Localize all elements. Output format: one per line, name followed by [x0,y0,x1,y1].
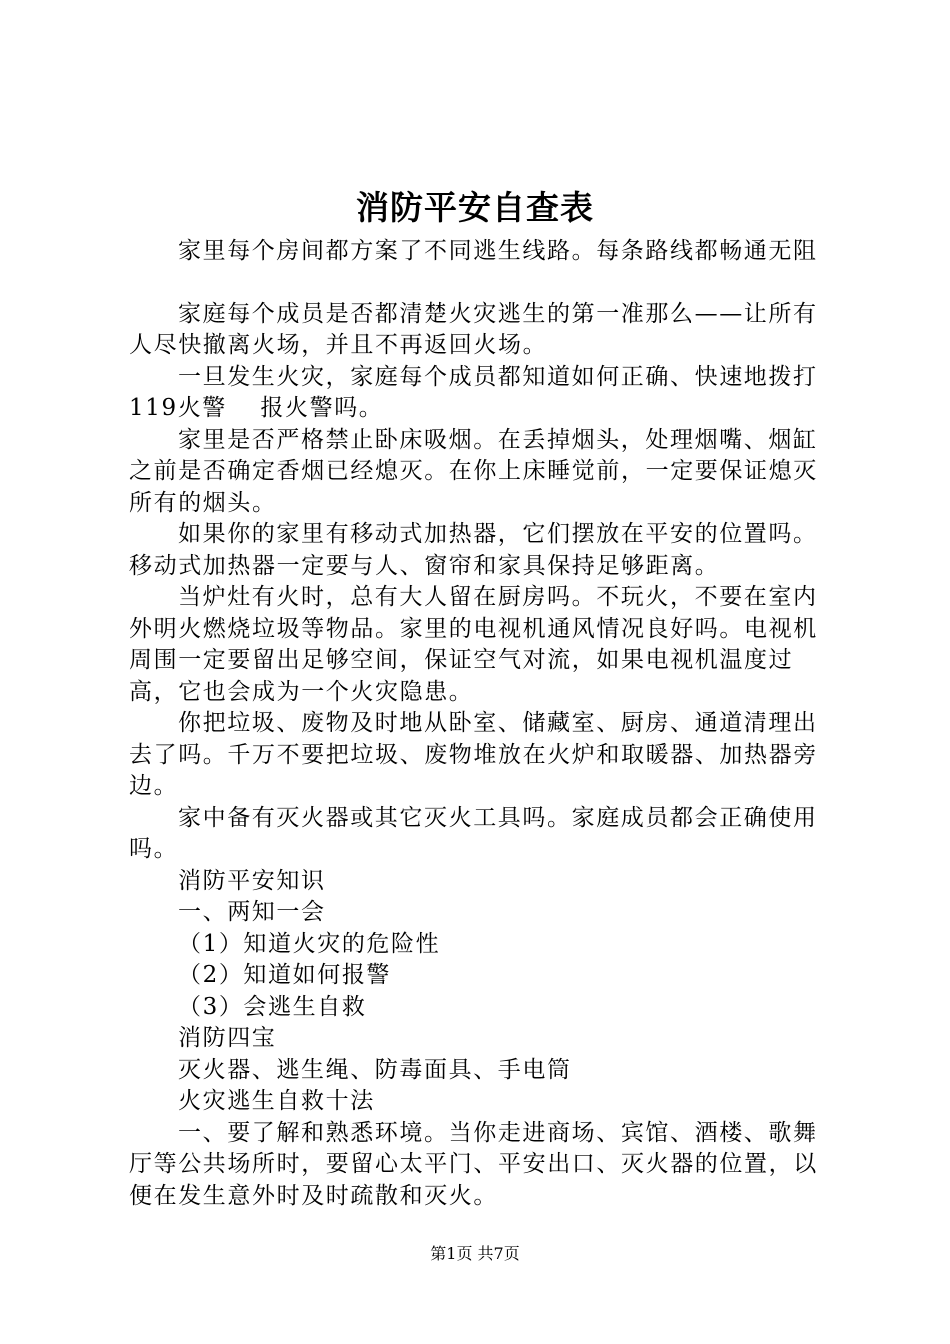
paragraph-clear-rubbish: 你把垃圾、废物及时地从卧室、储藏室、厨房、通道清理出去了吗。千万不要把垃圾、废物堆放在火炉和取暖器、加热器旁边。 [129,710,818,799]
paragraph-extinguisher: 家中备有灭火器或其它灭火工具吗。家庭成员都会正确使用吗。 [129,804,818,862]
heading-ten-escape-methods: 火灾逃生自救十法 [178,1088,375,1114]
paragraph-know-environment: 一、要了解和熟悉环境。当你走进商场、宾馆、酒楼、歌舞厅等公共场所时，要留心太平门、平安出口、灭火器的位置，以便在发生意外时及时疏散和灭火。 [129,1119,818,1209]
heading-four-treasures: 消防四宝 [178,1025,277,1051]
paragraph-portable-heaters: 如果你的家里有移动式加热器，它们摆放在平安的位置吗。移动式加热器一定要与人、窗帘和家具保持足够距离。 [129,521,818,579]
document-title: 消防平安自查表 [356,188,594,227]
heading-fire-safety-knowledge: 消防平安知识 [178,867,326,894]
paragraph-escape-rule: 家庭每个成员是否都清楚火灾逃生的第一准那么——让所有人尽快撤离火场，并且不再返回火场。 [129,300,818,358]
list-item: （1）知道火灾的危险性 [178,930,441,957]
paragraph-stove-and-tv: 当炉灶有火时，总有大人留在厨房吗。不玩火，不要在室内外明火燃烧垃圾等物品。家里的电视机通风情况良好吗。电视机周围一定要留出足够空间，保证空气对流，如果电视机温度过高，它也会成为一个火灾隐患。 [129,584,818,705]
heading-two-knows-one-can: 一、两知一会 [178,899,326,925]
paragraph-no-smoking-in-bed: 家里是否严格禁止卧床吸烟。在丢掉烟头，处理烟嘴、烟缸之前是否确定香烟已经熄灭。在你上床睡觉前，一定要保证熄灭所有的烟头。 [129,426,818,516]
paragraph-four-treasures-list: 灭火器、逃生绳、防毒面具、手电筒 [178,1056,572,1083]
list-item: （2）知道如何报警 [178,962,392,988]
paragraph-call-119: 一旦发生火灾，家庭每个成员都知道如何正确、快速地拨打119火警 报火警吗。 [129,363,818,421]
paragraph-escape-routes: 家里每个房间都方案了不同逃生线路。每条路线都畅通无阻 [178,238,818,264]
list-item: （3）会逃生自救 [178,993,367,1020]
document-body [129,236,829,1212]
page-footer: 第1页 共7页 [430,1244,520,1263]
